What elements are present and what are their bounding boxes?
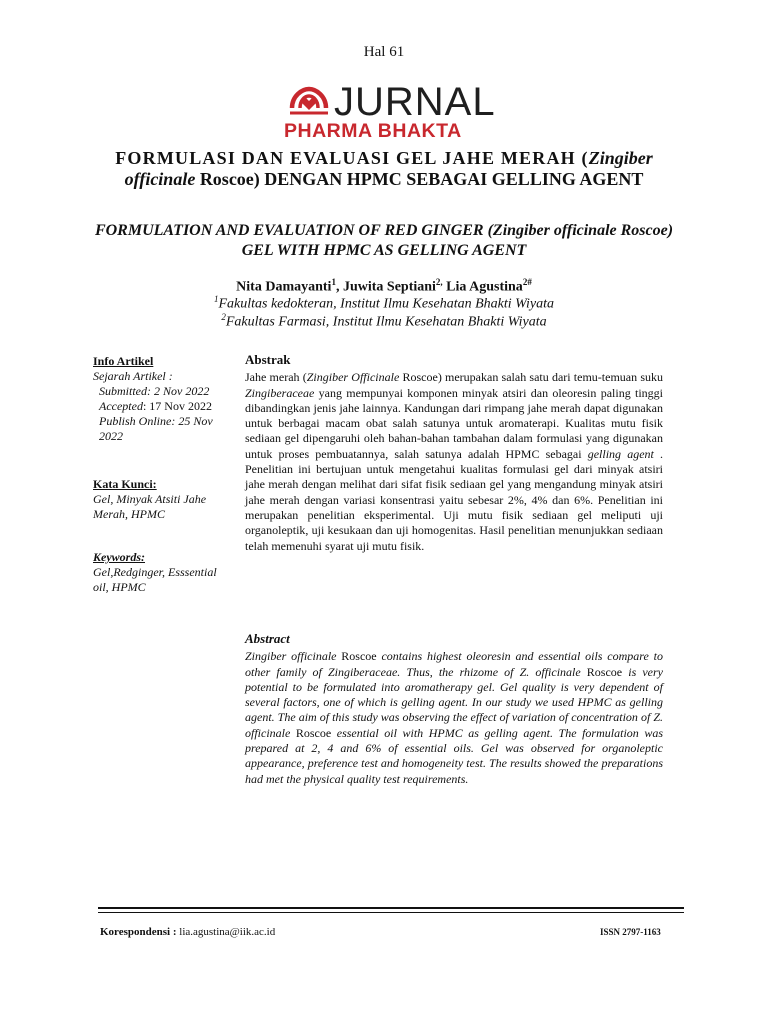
abstract-normal-3: Roscoe	[290, 725, 337, 740]
affiliation-2-sup: 2	[221, 312, 226, 322]
correspondence-email: lia.agustina@iik.ac.id	[176, 926, 276, 938]
abstract-normal-1: Roscoe	[336, 649, 382, 664]
affiliation-1	[0, 294, 768, 313]
title-id-part2: Roscoe) DENGAN HPMC SEBAGAI GELLING AGENT	[195, 169, 644, 189]
abstract-body	[245, 649, 663, 787]
accepted-value: : 17 Nov 2022	[142, 399, 212, 413]
published-date: Publish Online: 25 Nov 2022	[99, 414, 213, 443]
abstract-normal-2: Roscoe	[580, 664, 629, 679]
abstrak-italic-2: Zingiberaceae	[245, 385, 315, 400]
author-list	[0, 277, 768, 296]
abstrak-text-3: yang mempunyai komponen minyak atsiri dan oleoresin paling tinggi dibandingkan jenis jahe lainnya. Kandungan dari rimpang jahe merah dapat digunakan untuk berbagai macam obat salah satunya untuk aromaterapi. Kualitas mutu fisik sediaan gel dipengaruhi oleh bahan-bahan tambahan dalam formulasi yang digunakan untuk proses pembuatannya, salah satunya adalah HPMC sebagai	[245, 385, 663, 461]
affiliation-2-text: Fakultas Farmasi, Institut Ilmu Kesehatan Bhakti Wiyata	[225, 314, 547, 330]
journal-logo	[280, 80, 496, 142]
abstract-indonesian	[245, 352, 663, 554]
logo-emblem-icon	[286, 86, 332, 120]
affiliation-2	[0, 312, 768, 331]
title-id-species: Zingiber officinale	[124, 148, 653, 189]
logo-wordmark: JURNAL	[334, 80, 496, 124]
correspondence-label: Korespondensi :	[100, 926, 177, 938]
abstrak-italic-1: Zingiber Officinale	[306, 370, 400, 385]
abstract-italic-3: is very potential to be formulated into aromatherapy gel. Gel quality is very dependent of several factors, one of which is gelling agent. In our study we used HPMC as gelling agent. The aim of this study was observing the effect of variation of concentration of Z. officinale	[245, 664, 664, 740]
abstract-italic-1: Zingiber officinale	[245, 649, 337, 664]
author-3-sup: 2#	[522, 277, 532, 287]
abstract-italic-4: essential oil with HPMC as gelling agent. The formulation was prepared at 2, 4 and 6% of essential oils. Gel was observed for organoleptic appearance, preference test and homogeneity test. The results showed the preparations had met the physical quality test requirements.	[245, 725, 663, 786]
affiliation-1-text: Fakultas kedokteran, Institut Ilmu Kesehatan Bhakti Wiyata	[218, 296, 555, 312]
title-indonesian	[90, 148, 678, 190]
keywords-id-heading: Kata Kunci:	[93, 477, 157, 491]
author-1-sup: 1	[331, 277, 336, 287]
history-label: Sejarah Artikel :	[93, 369, 173, 383]
author-2: Juwita Septiani	[342, 279, 436, 295]
abstrak-text-1: Jahe merah (	[245, 370, 307, 385]
abstrak-text-2: Roscoe) merupakan salah satu dari temu-temuan suku	[399, 370, 664, 385]
author-1: Nita Damayanti	[236, 279, 332, 295]
article-info-sidebar	[93, 354, 218, 595]
footer-rule-thin	[98, 912, 684, 913]
title-english: FORMULATION AND EVALUATION OF RED GINGER (Zingiber officinale Roscoe) GEL WITH HPMC AS GELLING AGENT	[94, 222, 674, 259]
submitted-date: Submitted: 2 Nov 2022	[99, 384, 210, 398]
abstrak-body	[245, 370, 663, 554]
abstrak-italic-3: gelling agent	[587, 446, 654, 461]
author-separator: ,	[335, 279, 343, 295]
abstract-italic-2: contains highest oleoresin and essential oils compare to other family of Zingiberaceae. Thus, the rhizome of Z. officinale	[245, 649, 663, 679]
logo-subtitle: PHARMA BHAKTA	[284, 120, 462, 142]
page-number: Hal 61	[363, 44, 405, 60]
abstrak-text-4: . Penelitian ini bertujuan untuk mengetahui kualitas formulasi gel dari minyak atsiri jahe merah dengan melihat dari sifat fisik sediaan gel yang mengandung minyak atsiri jahe merah dengan variasi konsentrasi yaitu sebesar 2%, 4% dan 6%. Penelitian ini merupakan penelitian eksperimental. Uji mutu fisik sediaan gel meliputi uji organoleptik, uji kesukaan dan uji homogenitas. Hasil penelitian menunjukkan sediaan telah memenuhi syarat uji mutu fisik.	[245, 446, 663, 553]
affiliation-1-sup: 1	[213, 294, 219, 304]
keywords-id: Gel, Minyak Atsiti Jahe Merah, HPMC	[93, 492, 207, 521]
accepted-date	[93, 399, 218, 414]
accepted-label: Accepted	[99, 399, 143, 413]
author-3: Lia Agustina	[442, 279, 523, 295]
title-id-part1: FORMULASI DAN EVALUASI GEL JAHE MERAH (	[115, 148, 589, 168]
keywords-en-heading: Keywords:	[93, 550, 145, 564]
issn-number: ISSN 2797-1163	[600, 927, 661, 937]
correspondence	[100, 926, 275, 938]
author-2-sup: 2,	[435, 277, 443, 287]
abstrak-heading: Abstrak	[245, 352, 291, 367]
info-heading: Info Artikel	[93, 354, 154, 368]
footer-rule-thick	[98, 907, 684, 909]
abstract-heading: Abstract	[245, 631, 290, 646]
abstract-english	[245, 631, 663, 787]
keywords-en: Gel,Redginger, Esssential oil, HPMC	[93, 565, 217, 594]
